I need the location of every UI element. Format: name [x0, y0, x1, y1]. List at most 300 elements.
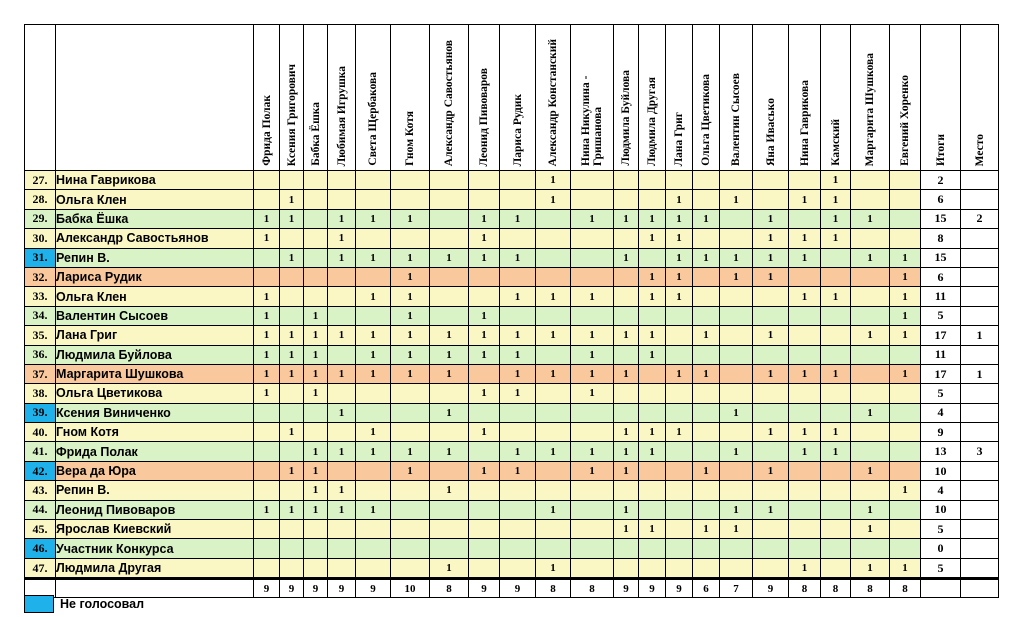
vote-cell	[753, 171, 789, 190]
participant-name: Ольга Клен	[56, 190, 254, 209]
vote-cell	[328, 558, 356, 578]
vote-cell	[890, 384, 921, 403]
vote-cell	[328, 520, 356, 539]
row-total: 6	[921, 267, 961, 286]
vote-cell	[821, 248, 851, 267]
vote-cell: 1	[821, 209, 851, 228]
column-total: 9	[304, 579, 328, 598]
vote-cell	[639, 461, 666, 480]
column-total: 9	[614, 579, 639, 598]
column-header-label: Нина Никулина - Гришанова	[580, 75, 604, 166]
vote-cell	[356, 171, 391, 190]
vote-cell	[851, 442, 890, 461]
vote-cell	[536, 229, 571, 248]
vote-cell: 1	[821, 171, 851, 190]
column-header-label: Яна Иваськo	[764, 97, 777, 166]
place-header-label: Место	[973, 133, 986, 166]
column-header-label: Александр Констанский	[547, 38, 559, 166]
legend	[24, 595, 144, 613]
vote-cell	[693, 558, 720, 578]
column-header-label: Людмила Буйлова	[620, 70, 632, 166]
table-row	[25, 287, 999, 306]
vote-cell: 1	[430, 403, 469, 422]
vote-cell	[614, 229, 639, 248]
row-place	[961, 248, 999, 267]
vote-cell	[890, 345, 921, 364]
header-row	[25, 25, 999, 171]
vote-cell: 1	[328, 500, 356, 519]
participant-name: Маргарита Шушкова	[56, 364, 254, 383]
vote-cell	[639, 248, 666, 267]
column-header	[753, 25, 789, 171]
vote-cell: 1	[469, 248, 500, 267]
vote-cell: 1	[753, 248, 789, 267]
vote-cell: 1	[614, 500, 639, 519]
vote-cell: 1	[789, 442, 821, 461]
column-total: 9	[328, 579, 356, 598]
vote-cell: 1	[890, 287, 921, 306]
table-row	[25, 229, 999, 248]
row-total: 9	[921, 423, 961, 442]
vote-cell: 1	[851, 209, 890, 228]
vote-cell	[571, 248, 614, 267]
vote-cell: 1	[391, 248, 430, 267]
column-total: 8	[851, 579, 890, 598]
vote-cell	[571, 500, 614, 519]
vote-cell: 1	[614, 326, 639, 345]
column-header-label: Лана Григ	[673, 111, 685, 166]
vote-cell: 1	[254, 306, 280, 325]
vote-cell	[693, 190, 720, 209]
vote-cell	[666, 384, 693, 403]
column-total: 8	[821, 579, 851, 598]
vote-cell	[469, 481, 500, 500]
vote-cell	[821, 520, 851, 539]
vote-cell	[254, 248, 280, 267]
vote-cell	[430, 306, 469, 325]
vote-cell	[789, 171, 821, 190]
vote-cell: 1	[720, 403, 753, 422]
table-row	[25, 171, 999, 190]
column-header-label: Лариса Рудик	[511, 93, 524, 166]
table-row	[25, 364, 999, 383]
vote-cell	[536, 384, 571, 403]
vote-cell: 1	[821, 287, 851, 306]
vote-cell	[500, 267, 536, 286]
vote-cell	[614, 539, 639, 558]
vote-cell	[789, 306, 821, 325]
vote-cell	[693, 423, 720, 442]
vote-cell: 1	[639, 345, 666, 364]
vote-cell: 1	[328, 364, 356, 383]
column-header	[356, 25, 391, 171]
vote-cell	[753, 306, 789, 325]
vote-cell	[614, 171, 639, 190]
vote-cell	[614, 345, 639, 364]
vote-cell: 1	[753, 423, 789, 442]
vote-cell	[356, 190, 391, 209]
vote-cell	[500, 500, 536, 519]
row-number: 39.	[25, 403, 56, 422]
vote-cell: 1	[753, 326, 789, 345]
vote-cell: 1	[328, 403, 356, 422]
participant-name: Лариса Рудик	[56, 267, 254, 286]
vote-cell	[430, 461, 469, 480]
vote-cell	[720, 423, 753, 442]
vote-cell	[720, 345, 753, 364]
vote-cell: 1	[391, 287, 430, 306]
vote-cell	[789, 209, 821, 228]
vote-cell	[851, 345, 890, 364]
row-number: 27.	[25, 171, 56, 190]
row-place	[961, 306, 999, 325]
vote-cell	[693, 229, 720, 248]
row-place: 1	[961, 326, 999, 345]
row-place	[961, 345, 999, 364]
vote-cell: 1	[500, 461, 536, 480]
vote-cell	[500, 190, 536, 209]
vote-cell	[614, 558, 639, 578]
vote-cell	[536, 539, 571, 558]
participant-name: Лана Григ	[56, 326, 254, 345]
column-total: 8	[890, 579, 921, 598]
vote-cell	[789, 500, 821, 519]
vote-cell	[280, 558, 304, 578]
vote-cell	[469, 558, 500, 578]
vote-cell	[328, 384, 356, 403]
vote-cell	[571, 423, 614, 442]
vote-cell	[430, 267, 469, 286]
vote-cell	[356, 229, 391, 248]
vote-cell	[666, 520, 693, 539]
vote-cell: 1	[851, 520, 890, 539]
vote-cell	[614, 306, 639, 325]
vote-cell: 1	[304, 364, 328, 383]
vote-cell: 1	[469, 306, 500, 325]
vote-cell: 1	[789, 190, 821, 209]
row-total: 13	[921, 442, 961, 461]
vote-cell: 1	[753, 267, 789, 286]
row-total: 5	[921, 520, 961, 539]
vote-cell	[328, 461, 356, 480]
vote-cell: 1	[430, 442, 469, 461]
table-row	[25, 209, 999, 228]
vote-cell: 1	[430, 481, 469, 500]
vote-cell	[304, 558, 328, 578]
column-header-label: Александр Савостьянов	[443, 39, 455, 166]
vote-cell	[430, 287, 469, 306]
vote-cell	[753, 481, 789, 500]
table-row	[25, 267, 999, 286]
vote-cell: 1	[391, 267, 430, 286]
vote-cell: 1	[571, 461, 614, 480]
vote-cell: 1	[614, 209, 639, 228]
header-corner-num	[25, 25, 56, 171]
vote-cell	[851, 171, 890, 190]
vote-cell	[536, 403, 571, 422]
vote-cell: 1	[304, 345, 328, 364]
vote-cell	[430, 539, 469, 558]
vote-cell: 1	[890, 248, 921, 267]
vote-cell	[851, 539, 890, 558]
vote-cell	[789, 326, 821, 345]
vote-cell	[851, 364, 890, 383]
table-row	[25, 461, 999, 480]
vote-cell	[789, 267, 821, 286]
row-number: 43.	[25, 481, 56, 500]
vote-cell: 1	[720, 267, 753, 286]
vote-cell	[391, 229, 430, 248]
row-place	[961, 171, 999, 190]
vote-cell	[821, 384, 851, 403]
vote-cell	[753, 442, 789, 461]
vote-cell: 1	[391, 209, 430, 228]
vote-cell	[789, 384, 821, 403]
vote-cell: 1	[469, 461, 500, 480]
vote-cell	[720, 384, 753, 403]
vote-cell	[254, 423, 280, 442]
vote-cell: 1	[254, 364, 280, 383]
vote-cell	[693, 345, 720, 364]
row-total: 5	[921, 384, 961, 403]
vote-cell	[821, 403, 851, 422]
vote-cell	[328, 267, 356, 286]
vote-cell: 1	[356, 364, 391, 383]
vote-cell	[821, 558, 851, 578]
vote-cell: 1	[430, 326, 469, 345]
row-place	[961, 461, 999, 480]
vote-cell: 1	[693, 209, 720, 228]
vote-cell: 1	[391, 306, 430, 325]
vote-cell	[391, 558, 430, 578]
vote-cell	[753, 520, 789, 539]
row-number: 45.	[25, 520, 56, 539]
vote-cell: 1	[666, 209, 693, 228]
vote-cell	[639, 403, 666, 422]
vote-cell	[328, 287, 356, 306]
vote-cell	[328, 306, 356, 325]
vote-cell: 1	[500, 442, 536, 461]
table-row	[25, 423, 999, 442]
vote-cell: 1	[254, 345, 280, 364]
vote-cell	[753, 558, 789, 578]
vote-cell	[571, 306, 614, 325]
vote-cell: 1	[536, 326, 571, 345]
vote-table	[24, 24, 999, 598]
column-header-label: Фрида Полак	[260, 95, 273, 166]
vote-cell	[304, 539, 328, 558]
row-number: 31.	[25, 248, 56, 267]
vote-cell	[304, 190, 328, 209]
column-total: 9	[639, 579, 666, 598]
row-place	[961, 403, 999, 422]
row-place	[961, 520, 999, 539]
vote-cell	[666, 403, 693, 422]
row-place	[961, 287, 999, 306]
vote-cell: 1	[639, 520, 666, 539]
row-total: 2	[921, 171, 961, 190]
vote-cell: 1	[851, 500, 890, 519]
row-number: 44.	[25, 500, 56, 519]
vote-cell	[280, 229, 304, 248]
row-total: 17	[921, 326, 961, 345]
vote-cell: 1	[500, 209, 536, 228]
column-header	[789, 25, 821, 171]
row-total: 5	[921, 558, 961, 578]
vote-cell: 1	[720, 190, 753, 209]
vote-cell: 1	[304, 500, 328, 519]
vote-cell	[280, 442, 304, 461]
vote-cell: 1	[821, 190, 851, 209]
vote-cell: 1	[720, 248, 753, 267]
vote-cell	[430, 384, 469, 403]
vote-cell: 1	[280, 500, 304, 519]
vote-cell: 1	[304, 384, 328, 403]
column-header	[280, 25, 304, 171]
participant-name: Нина Гаврикова	[56, 171, 254, 190]
vote-cell	[693, 500, 720, 519]
vote-cell: 1	[469, 209, 500, 228]
vote-cell: 1	[328, 481, 356, 500]
vote-cell: 1	[639, 209, 666, 228]
vote-cell	[536, 209, 571, 228]
participant-name: Ольга Клен	[56, 287, 254, 306]
vote-cell	[639, 384, 666, 403]
vote-cell	[536, 306, 571, 325]
table-row	[25, 248, 999, 267]
vote-cell: 1	[890, 326, 921, 345]
total-header	[921, 25, 961, 171]
vote-cell	[693, 442, 720, 461]
vote-cell: 1	[753, 500, 789, 519]
vote-cell	[720, 481, 753, 500]
vote-cell: 1	[693, 461, 720, 480]
vote-cell	[666, 326, 693, 345]
vote-cell: 1	[356, 287, 391, 306]
vote-cell	[720, 209, 753, 228]
column-total: 9	[753, 579, 789, 598]
vote-cell	[500, 520, 536, 539]
vote-cell	[693, 481, 720, 500]
vote-cell	[500, 171, 536, 190]
vote-cell	[753, 403, 789, 422]
vote-cell: 1	[639, 229, 666, 248]
vote-cell	[821, 345, 851, 364]
vote-cell	[304, 267, 328, 286]
vote-cell	[254, 171, 280, 190]
participant-name: Леонид Пивоваров	[56, 500, 254, 519]
vote-cell: 1	[666, 248, 693, 267]
vote-cell	[469, 442, 500, 461]
row-total: 0	[921, 539, 961, 558]
row-total: 4	[921, 481, 961, 500]
vote-cell	[666, 306, 693, 325]
vote-cell: 1	[666, 364, 693, 383]
vote-cell	[469, 539, 500, 558]
vote-cell: 1	[280, 326, 304, 345]
vote-cell: 1	[789, 248, 821, 267]
vote-cell	[356, 306, 391, 325]
vote-cell	[254, 442, 280, 461]
table-row	[25, 539, 999, 558]
vote-cell	[571, 539, 614, 558]
vote-cell: 1	[536, 500, 571, 519]
column-header	[254, 25, 280, 171]
vote-cell	[720, 229, 753, 248]
vote-cell	[720, 539, 753, 558]
vote-cell: 1	[890, 267, 921, 286]
vote-cell	[280, 481, 304, 500]
vote-cell	[753, 190, 789, 209]
vote-cell	[851, 229, 890, 248]
column-header	[851, 25, 890, 171]
vote-cell	[693, 539, 720, 558]
vote-cell: 1	[890, 364, 921, 383]
vote-cell: 1	[789, 558, 821, 578]
table-row	[25, 403, 999, 422]
row-place	[961, 539, 999, 558]
column-header-label: Гном Котя	[404, 111, 416, 166]
vote-cell: 1	[666, 287, 693, 306]
table-row	[25, 500, 999, 519]
vote-cell	[280, 267, 304, 286]
column-header	[536, 25, 571, 171]
vote-cell: 1	[280, 345, 304, 364]
column-total: 8	[536, 579, 571, 598]
vote-cell	[666, 345, 693, 364]
vote-cell	[536, 345, 571, 364]
vote-cell: 1	[280, 364, 304, 383]
vote-cell	[430, 229, 469, 248]
vote-cell: 1	[391, 442, 430, 461]
vote-cell: 1	[614, 461, 639, 480]
vote-cell: 1	[666, 423, 693, 442]
row-place	[961, 190, 999, 209]
vote-cell	[666, 171, 693, 190]
vote-cell: 1	[254, 287, 280, 306]
vote-cell: 1	[304, 306, 328, 325]
row-place	[961, 267, 999, 286]
vote-cell: 1	[500, 248, 536, 267]
vote-cell: 1	[430, 558, 469, 578]
vote-cell: 1	[469, 326, 500, 345]
vote-cell: 1	[666, 229, 693, 248]
column-header	[571, 25, 614, 171]
vote-cell: 1	[391, 461, 430, 480]
vote-cell: 1	[851, 558, 890, 578]
vote-cell	[391, 539, 430, 558]
vote-cell: 1	[536, 558, 571, 578]
vote-cell	[821, 267, 851, 286]
vote-cell: 1	[328, 442, 356, 461]
vote-cell: 1	[430, 364, 469, 383]
column-header	[614, 25, 639, 171]
column-total: 9	[666, 579, 693, 598]
vote-cell: 1	[614, 364, 639, 383]
vote-cell: 1	[571, 209, 614, 228]
vote-cell: 1	[280, 190, 304, 209]
vote-cell	[304, 171, 328, 190]
vote-cell	[789, 520, 821, 539]
vote-cell	[614, 384, 639, 403]
legend-swatch	[24, 595, 54, 613]
vote-cell	[356, 481, 391, 500]
vote-cell	[280, 520, 304, 539]
vote-cell	[571, 229, 614, 248]
vote-cell: 1	[890, 558, 921, 578]
participant-name: Ксения Виниченко	[56, 403, 254, 422]
vote-cell	[280, 171, 304, 190]
